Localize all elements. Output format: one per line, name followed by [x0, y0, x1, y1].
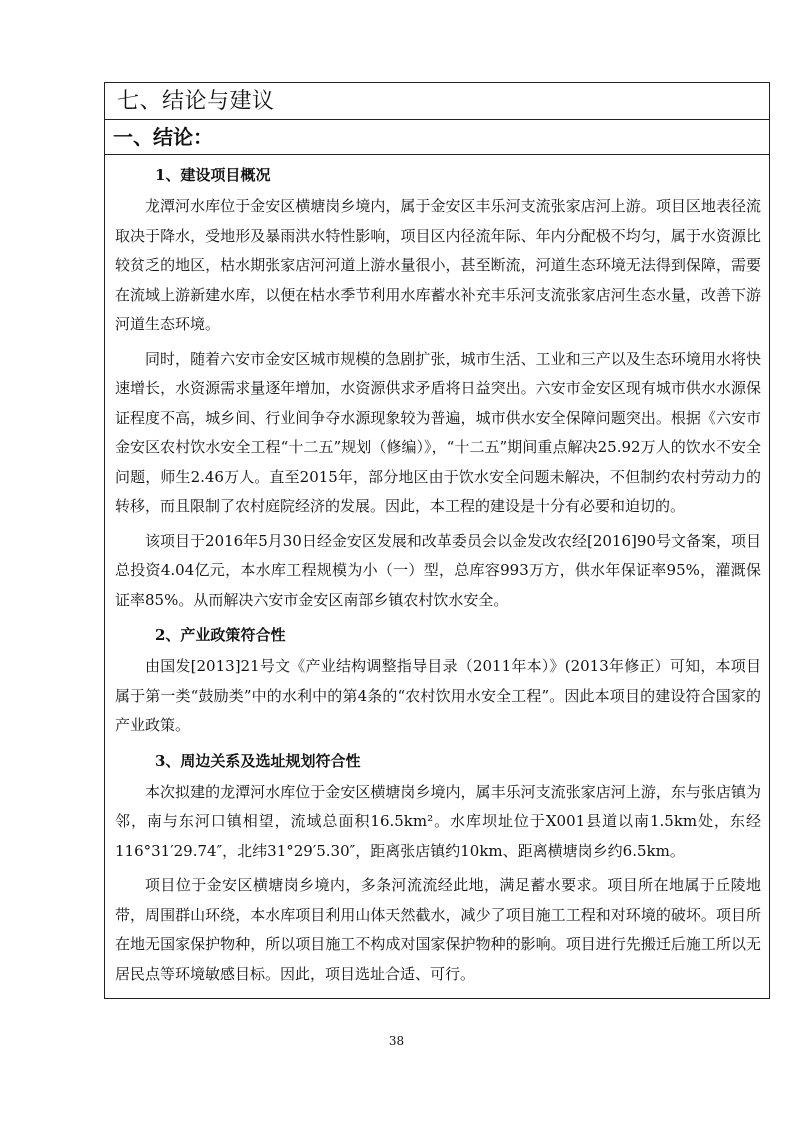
paragraph: 该项目于2016年5月30日经金安区发展和改革委员会以金发改农经[2016]90号文备案，项目总投资4.04亿元，本水库工程规模为小（一）型，总库容993万方，供水年保证率95%，灌溉保证率85%。从而解决六安市金安区南部乡镇农村饮水安全。 [115, 531, 761, 609]
section-heading: 2、产业政策符合性 [155, 626, 286, 644]
conclusion-content [105, 161, 769, 989]
paragraph: 本次拟建的龙潭河水库位于金安区横塘岗乡境内，属丰乐河支流张家店河上游，东与张店镇为邻，南与东河口镇相望，流域总面积16.5km²。水库坝址位于X001县道以南1.5km处，东经116°31′29.74″，北纬31°29′5.30″，距离张店镇约10km、距离横塘岗乡约6.5km。 [115, 782, 761, 860]
paragraph: 项目位于金安区横塘岗乡境内，多条河流流经此地，满足蓄水要求。项目所在地属于丘陵地带，周围群山环绕，本水库项目利用山体天然截水，减少了项目施工工程和对环境的破坏。项目所在地无国家保护物种，所以项目施工不构成对国家保护物种的影响。项目进行先搬迁后施工所以无居民点等环境敏感目标。因此，项目选址合适、可行。 [115, 876, 761, 983]
chapter-title: 七、结论与建议 [105, 83, 769, 120]
part-title: 一、结论： [105, 120, 769, 155]
page-number: 38 [388, 1034, 405, 1048]
section-heading: 3、周边关系及选址规划符合性 [155, 751, 361, 770]
section-project-overview [115, 161, 761, 615]
paragraph: 由国发[2013]21号文《产业结构调整指导目录（2011年本）》(2013年修正）可知，本项目属于第一类“鼓励类”中的水利中的第4条的“农村饮用水安全工程”。因此本项目的建设符合国家的产业政策。 [115, 657, 761, 734]
paragraph: 龙潭河水库位于金安区横塘岗乡境内，属于金安区丰乐河支流张家店河上游。项目区地表径流取决于降水，受地形及暴雨洪水特性影响，项目区内径流年际、年内分配极不均匀，属于水资源比较贫乏的地区，枯水期张家店河河道上游水量很小，甚至断流，河道生态环境无法得到保障，需要在流域上游新建水库，以便在枯水季节利用水库蓄水补充丰乐河支流张家店河生态水量，改善下游河道生态环境。 [115, 197, 761, 333]
section-industry-policy [115, 621, 761, 741]
section-site-selection [115, 747, 761, 990]
paragraph: 同时，随着六安市金安区城市规模的急剧扩张，城市生活、工业和三产以及生态环境用水将快速增长，水资源需求量逐年增加，水资源供求矛盾将日益突出。六安市金安区现有城市供水水源保证程度不高，城乡间、行业间争夺水源现象较为普遍，城市供水安全保障问题突出。根据《六安市金安区农村饮水安全工程“十二五”规划（修编）》，“十二五”期间重点解决25.92万人的饮水不安全问题，师生2.46万人。直至2015年，部分地区由于饮水安全问题未解决，不但制约农村劳动力的转移，而且限制了农村庭院经济的发展。因此，本工程的建设是十分有必要和迫切的。 [115, 349, 761, 515]
report-table-frame [104, 82, 770, 999]
section-heading: 1、建设项目概况 [155, 166, 271, 184]
